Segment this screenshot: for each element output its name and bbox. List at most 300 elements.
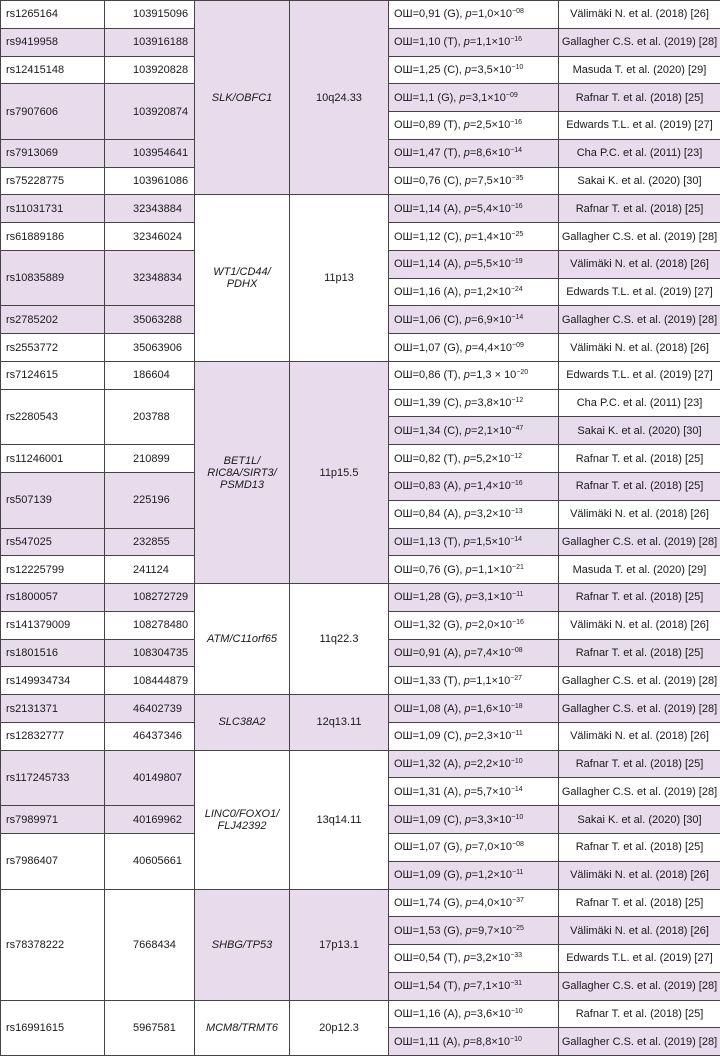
- p-value-exponent: −27: [510, 675, 522, 682]
- gene-cell: ATM/C11orf65: [195, 584, 290, 695]
- odds-ratio-text: ОШ=1,39 (C),: [394, 397, 465, 409]
- p-label: p: [466, 925, 472, 937]
- p-label: p: [465, 397, 471, 409]
- p-value-exponent: −14: [511, 314, 523, 321]
- p-label: p: [459, 92, 465, 104]
- odds-ratio-text: ОШ=1,14 (A),: [394, 203, 464, 215]
- gene-cell: LINC0/FOXO1/ FLJ42392: [195, 750, 290, 889]
- p-value-base: =5,4×10: [470, 203, 510, 215]
- p-label: p: [464, 647, 470, 659]
- p-label: p: [466, 841, 472, 853]
- reference-cell: Välimäki N. et al. (2018) [26]: [559, 611, 720, 639]
- p-value-exponent: −21: [512, 564, 524, 571]
- odds-ratio-cell: [389, 945, 559, 973]
- reference-cell: Edwards T.L. et al. (2019) [27]: [559, 278, 720, 306]
- p-value-exponent: −47: [511, 425, 523, 432]
- p-value-base: =4,4×10: [472, 342, 512, 354]
- p-value-base: =2,1×10: [471, 425, 511, 437]
- p-value-exponent: −37: [512, 897, 524, 904]
- position-cell: 35063906: [105, 334, 195, 362]
- snp-id-cell: rs2553772: [1, 334, 105, 362]
- p-value-base: =2,0×10: [472, 619, 512, 631]
- position-cell: 103920828: [105, 56, 195, 84]
- odds-ratio-text: ОШ=1,31 (A),: [394, 786, 464, 798]
- snp-id-cell: rs1801516: [1, 639, 105, 667]
- p-value-base: =6,9×10: [471, 314, 511, 326]
- odds-ratio-cell: [389, 695, 559, 723]
- reference-cell: Välimäki N. et al. (2018) [26]: [559, 250, 720, 278]
- reference-cell: Rafnar T. et al. (2018) [25]: [559, 750, 720, 778]
- snp-id-cell: rs2131371: [1, 695, 105, 723]
- p-value-base: =3,1×10: [466, 92, 506, 104]
- snp-id-cell: rs547025: [1, 528, 105, 556]
- odds-ratio-cell: [389, 361, 559, 389]
- p-value-exponent: −12: [511, 397, 523, 404]
- snp-id-cell: rs7913069: [1, 139, 105, 167]
- odds-ratio-cell: [389, 639, 559, 667]
- odds-ratio-text: ОШ=1,13 (T),: [394, 536, 464, 548]
- p-value-base: =3,8×10: [471, 397, 511, 409]
- odds-ratio-text: ОШ=1,53 (G),: [394, 925, 466, 937]
- p-value-exponent: −18: [511, 703, 523, 710]
- odds-ratio-cell: [389, 611, 559, 639]
- odds-ratio-cell: [389, 500, 559, 528]
- table-body: [1, 1, 720, 1056]
- table-row: [1, 361, 720, 389]
- position-cell: 40149807: [105, 750, 195, 806]
- reference-cell: Välimäki N. et al. (2018) [26]: [559, 1, 720, 29]
- p-label: p: [464, 203, 470, 215]
- snp-id-cell: rs2280543: [1, 389, 105, 445]
- p-value-base: =1,1×10: [472, 564, 512, 576]
- locus-cell: 17p13.1: [290, 889, 389, 1000]
- odds-ratio-cell: [389, 473, 559, 501]
- snp-id-cell: rs9419958: [1, 28, 105, 56]
- odds-ratio-cell: [389, 778, 559, 806]
- odds-ratio-text: ОШ=1,09 (G),: [394, 869, 466, 881]
- p-value-base: =1,2×10: [470, 286, 510, 298]
- reference-cell: Rafnar T. et al. (2018) [25]: [559, 584, 720, 612]
- p-value-base: =7,0×10: [472, 841, 512, 853]
- p-value-base: =3,5×10: [471, 64, 511, 76]
- p-label: p: [465, 814, 471, 826]
- snp-id-cell: rs1800057: [1, 584, 105, 612]
- position-cell: 103916188: [105, 28, 195, 56]
- reference-cell: Sakai K. et al. (2020) [30]: [559, 806, 720, 834]
- odds-ratio-text: ОШ=1,07 (G),: [394, 342, 466, 354]
- odds-ratio-text: ОШ=1,07 (G),: [394, 841, 466, 853]
- p-value-exponent: −11: [512, 869, 523, 876]
- locus-cell: 12q13.11: [290, 695, 389, 751]
- odds-ratio-cell: [389, 584, 559, 612]
- odds-ratio-cell: [389, 112, 559, 140]
- snp-id-cell: rs10835889: [1, 250, 105, 306]
- reference-cell: Gallagher C.S. et al. (2019) [28]: [559, 695, 720, 723]
- p-value-exponent: −16: [510, 119, 522, 126]
- odds-ratio-cell: [389, 889, 559, 917]
- position-cell: 241124: [105, 556, 195, 584]
- odds-ratio-text: ОШ=1,16 (A),: [394, 1008, 464, 1020]
- p-value-base: =5,2×10: [470, 453, 510, 465]
- position-cell: 32343884: [105, 195, 195, 223]
- p-value-exponent: −13: [511, 508, 523, 515]
- snp-id-cell: rs141379009: [1, 611, 105, 639]
- position-cell: 46437346: [105, 722, 195, 750]
- odds-ratio-text: ОШ=1,47 (T),: [394, 147, 464, 159]
- p-value-base: =3,6×10: [470, 1008, 510, 1020]
- p-value-base: =5,7×10: [470, 786, 510, 798]
- position-cell: 108272729: [105, 584, 195, 612]
- odds-ratio-text: ОШ=0,54 (T),: [394, 952, 464, 964]
- position-cell: 210899: [105, 445, 195, 473]
- p-label: p: [464, 508, 470, 520]
- p-value-exponent: −33: [510, 952, 522, 959]
- p-label: p: [466, 619, 472, 631]
- p-value-exponent: −16: [511, 203, 523, 210]
- p-label: p: [464, 480, 470, 492]
- p-value-exponent: −08: [511, 647, 523, 654]
- reference-cell: Gallagher C.S. et al. (2019) [28]: [559, 778, 720, 806]
- reference-cell: Välimäki N. et al. (2018) [26]: [559, 334, 720, 362]
- reference-cell: Välimäki N. et al. (2018) [26]: [559, 917, 720, 945]
- odds-ratio-cell: [389, 722, 559, 750]
- reference-cell: Gallagher C.S. et al. (2019) [28]: [559, 972, 720, 1000]
- reference-cell: Rafnar T. et al. (2018) [25]: [559, 889, 720, 917]
- gene-cell: MCM8/TRMT6: [195, 1000, 290, 1056]
- snp-id-cell: rs61889186: [1, 223, 105, 251]
- odds-ratio-cell: [389, 1000, 559, 1028]
- locus-cell: 11q22.3: [290, 584, 389, 695]
- table-row: [1, 1000, 720, 1028]
- odds-ratio-cell: [389, 972, 559, 1000]
- snp-id-cell: rs149934734: [1, 667, 105, 695]
- p-value-base: =8,6×10: [470, 147, 510, 159]
- p-value-base: =1,6×10: [470, 703, 510, 715]
- odds-ratio-text: ОШ=1,33 (T),: [394, 675, 464, 687]
- position-cell: 103954641: [105, 139, 195, 167]
- gene-cell: SHBG/TP53: [195, 889, 290, 1000]
- reference-cell: Rafnar T. et al. (2018) [25]: [559, 195, 720, 223]
- p-label: p: [464, 286, 470, 298]
- p-label: p: [464, 258, 470, 270]
- odds-ratio-text: ОШ=1,16 (A),: [394, 286, 464, 298]
- odds-ratio-cell: [389, 278, 559, 306]
- odds-ratio-cell: [389, 56, 559, 84]
- position-cell: 32348834: [105, 250, 195, 306]
- table-row: [1, 584, 720, 612]
- position-cell: 225196: [105, 473, 195, 529]
- gene-cell: SLK/OBFC1: [195, 1, 290, 195]
- odds-ratio-text: ОШ=1,54 (T),: [394, 980, 464, 992]
- table-row: [1, 750, 720, 778]
- p-label: p: [466, 342, 472, 354]
- snp-id-cell: rs1265164: [1, 1, 105, 29]
- p-value-exponent: −11: [511, 730, 522, 737]
- p-label: p: [464, 369, 470, 381]
- odds-ratio-text: ОШ=1,34 (C),: [394, 425, 465, 437]
- odds-ratio-text: ОШ=1,32 (A),: [394, 758, 464, 770]
- odds-ratio-cell: [389, 84, 559, 112]
- reference-cell: Sakai K. et al. (2020) [30]: [559, 417, 720, 445]
- position-cell: 5967581: [105, 1000, 195, 1056]
- position-cell: 108278480: [105, 611, 195, 639]
- snp-id-cell: rs7986407: [1, 833, 105, 889]
- odds-ratio-text: ОШ=0,86 (T),: [394, 369, 464, 381]
- p-value-exponent: −16: [512, 619, 524, 626]
- reference-cell: Sakai K. et al. (2020) [30]: [559, 167, 720, 195]
- odds-ratio-cell: [389, 223, 559, 251]
- gene-cell: WT1/CD44/ PDHX: [195, 195, 290, 362]
- p-value-exponent: −10: [511, 814, 523, 821]
- snp-id-cell: rs12225799: [1, 556, 105, 584]
- gene-cell: BET1L/ RIC8A/SIRT3/ PSMD13: [195, 361, 290, 583]
- odds-ratio-text: ОШ=1,08 (A),: [394, 703, 464, 715]
- reference-cell: Välimäki N. et al. (2018) [26]: [559, 500, 720, 528]
- p-label: p: [464, 147, 470, 159]
- reference-cell: Gallagher C.S. et al. (2019) [28]: [559, 28, 720, 56]
- p-value-exponent: −25: [512, 925, 524, 932]
- p-value-base: =2,3×10: [471, 730, 511, 742]
- p-value-base: =3,2×10: [470, 952, 510, 964]
- p-label: p: [465, 314, 471, 326]
- odds-ratio-text: ОШ=0,84 (A),: [394, 508, 464, 520]
- position-cell: 108444879: [105, 667, 195, 695]
- reference-cell: Rafnar T. et al. (2018) [25]: [559, 473, 720, 501]
- p-label: p: [464, 703, 470, 715]
- snp-id-cell: rs12415148: [1, 56, 105, 84]
- odds-ratio-text: ОШ=0,83 (A),: [394, 480, 464, 492]
- position-cell: 32346024: [105, 223, 195, 251]
- p-value-exponent: −16: [511, 480, 523, 487]
- odds-ratio-cell: [389, 250, 559, 278]
- reference-cell: Rafnar T. et al. (2018) [25]: [559, 639, 720, 667]
- p-value-exponent: −14: [511, 786, 523, 793]
- p-label: p: [464, 758, 470, 770]
- p-label: p: [465, 425, 471, 437]
- p-value-base: =1,3 × 10: [470, 369, 517, 381]
- p-value-base: =3,3×10: [471, 814, 511, 826]
- p-value-exponent: −14: [510, 147, 522, 154]
- position-cell: 40169962: [105, 806, 195, 834]
- p-value-base: =7,4×10: [470, 647, 510, 659]
- p-value-base: =2,5×10: [470, 119, 510, 131]
- p-value-base: =1,0×10: [472, 8, 512, 20]
- p-label: p: [464, 675, 470, 687]
- snp-id-cell: rs7907606: [1, 84, 105, 140]
- p-value-base: =9,7×10: [472, 925, 512, 937]
- odds-ratio-cell: [389, 28, 559, 56]
- reference-cell: Rafnar T. et al. (2018) [25]: [559, 84, 720, 112]
- p-value-base: =1,4×10: [470, 480, 510, 492]
- reference-cell: Välimäki N. et al. (2018) [26]: [559, 722, 720, 750]
- p-value-base: =3,2×10: [470, 508, 510, 520]
- p-value-exponent: −20: [516, 369, 528, 376]
- odds-ratio-cell: [389, 167, 559, 195]
- odds-ratio-text: ОШ=1,10 (T),: [394, 36, 464, 48]
- position-cell: 7668434: [105, 889, 195, 1000]
- p-label: p: [464, 119, 470, 131]
- odds-ratio-cell: [389, 861, 559, 889]
- odds-ratio-text: ОШ=0,91 (A),: [394, 647, 464, 659]
- p-value-base: =2,2×10: [470, 758, 510, 770]
- reference-cell: Gallagher C.S. et al. (2019) [28]: [559, 223, 720, 251]
- p-label: p: [466, 869, 472, 881]
- snp-id-cell: rs78378222: [1, 889, 105, 1000]
- table-row: [1, 889, 720, 917]
- reference-cell: Edwards T.L. et al. (2019) [27]: [559, 945, 720, 973]
- reference-cell: Rafnar T. et al. (2018) [25]: [559, 833, 720, 861]
- odds-ratio-text: ОШ=1,25 (C),: [394, 64, 465, 76]
- odds-ratio-text: ОШ=1,11 (A),: [394, 1036, 464, 1048]
- p-label: p: [466, 591, 472, 603]
- reference-cell: Cha P.C. et al. (2011) [23]: [559, 139, 720, 167]
- p-label: p: [465, 730, 471, 742]
- locus-cell: 13q14.11: [290, 750, 389, 889]
- odds-ratio-text: ОШ=1,32 (G),: [394, 619, 466, 631]
- odds-ratio-text: ОШ=1,14 (A),: [394, 258, 464, 270]
- odds-ratio-cell: [389, 334, 559, 362]
- reference-cell: Gallagher C.S. et al. (2019) [28]: [559, 528, 720, 556]
- locus-cell: 10q24.33: [290, 1, 389, 195]
- p-label: p: [464, 952, 470, 964]
- reference-cell: Välimäki N. et al. (2018) [26]: [559, 861, 720, 889]
- snp-id-cell: rs75228775: [1, 167, 105, 195]
- snp-id-cell: rs7989971: [1, 806, 105, 834]
- odds-ratio-cell: [389, 806, 559, 834]
- snp-id-cell: rs2785202: [1, 306, 105, 334]
- p-value-base: =1,2×10: [472, 869, 512, 881]
- p-value-base: =1,1×10: [470, 36, 510, 48]
- locus-cell: 11p15.5: [290, 361, 389, 583]
- p-label: p: [464, 786, 470, 798]
- reference-cell: Masuda T. et al. (2020) [29]: [559, 56, 720, 84]
- p-value-exponent: −10: [511, 64, 523, 71]
- odds-ratio-cell: [389, 528, 559, 556]
- locus-cell: 11p13: [290, 195, 389, 362]
- odds-ratio-text: ОШ=0,76 (C),: [394, 175, 465, 187]
- reference-cell: Rafnar T. et al. (2018) [25]: [559, 1000, 720, 1028]
- odds-ratio-text: ОШ=1,74 (G),: [394, 897, 466, 909]
- p-label: p: [466, 564, 472, 576]
- reference-cell: Gallagher C.S. et al. (2019) [28]: [559, 1028, 720, 1056]
- odds-ratio-text: ОШ=0,82 (T),: [394, 453, 464, 465]
- p-value-base: =7,1×10: [470, 980, 510, 992]
- odds-ratio-cell: [389, 306, 559, 334]
- p-value-base: =1,1×10: [470, 675, 510, 687]
- odds-ratio-text: ОШ=0,91 (G),: [394, 8, 466, 20]
- locus-cell: 20p12.3: [290, 1000, 389, 1056]
- position-cell: 232855: [105, 528, 195, 556]
- p-value-exponent: −09: [506, 92, 518, 99]
- reference-cell: Gallagher C.S. et al. (2019) [28]: [559, 306, 720, 334]
- p-value-exponent: −10: [511, 758, 523, 765]
- p-label: p: [464, 1036, 470, 1048]
- position-cell: 35063288: [105, 306, 195, 334]
- odds-ratio-text: ОШ=1,12 (C),: [394, 231, 465, 243]
- odds-ratio-text: ОШ=1,06 (C),: [394, 314, 465, 326]
- p-value-exponent: −08: [512, 841, 524, 848]
- table-row: [1, 195, 720, 223]
- odds-ratio-text: ОШ=1,28 (G),: [394, 591, 466, 603]
- snp-id-cell: rs507139: [1, 473, 105, 529]
- odds-ratio-text: ОШ=1,1 (G),: [394, 92, 459, 104]
- table-row: [1, 695, 720, 723]
- snp-id-cell: rs11031731: [1, 195, 105, 223]
- position-cell: 203788: [105, 389, 195, 445]
- p-label: p: [464, 36, 470, 48]
- reference-cell: Masuda T. et al. (2020) [29]: [559, 556, 720, 584]
- snp-id-cell: rs12832777: [1, 722, 105, 750]
- p-label: p: [464, 536, 470, 548]
- odds-ratio-cell: [389, 1, 559, 29]
- p-value-exponent: −10: [511, 1008, 523, 1015]
- p-value-base: =1,5×10: [470, 536, 510, 548]
- p-label: p: [464, 980, 470, 992]
- p-value-base: =1,4×10: [471, 231, 511, 243]
- odds-ratio-cell: [389, 750, 559, 778]
- odds-ratio-cell: [389, 917, 559, 945]
- reference-cell: Rafnar T. et al. (2018) [25]: [559, 445, 720, 473]
- p-value-base: =7,5×10: [471, 175, 511, 187]
- position-cell: 103961086: [105, 167, 195, 195]
- odds-ratio-text: ОШ=1,09 (C),: [394, 730, 465, 742]
- p-value-base: =3,1×10: [472, 591, 512, 603]
- odds-ratio-cell: [389, 667, 559, 695]
- p-label: p: [465, 64, 471, 76]
- odds-ratio-cell: [389, 445, 559, 473]
- odds-ratio-text: ОШ=0,76 (G),: [394, 564, 466, 576]
- p-value-exponent: −10: [510, 1036, 522, 1043]
- position-cell: 46402739: [105, 695, 195, 723]
- reference-cell: Cha P.C. et al. (2011) [23]: [559, 389, 720, 417]
- p-label: p: [464, 1008, 470, 1020]
- p-label: p: [466, 8, 472, 20]
- reference-cell: Edwards T.L. et al. (2019) [27]: [559, 112, 720, 140]
- position-cell: 103915096: [105, 1, 195, 29]
- odds-ratio-cell: [389, 389, 559, 417]
- p-label: p: [466, 897, 472, 909]
- odds-ratio-text: ОШ=0,89 (T),: [394, 119, 464, 131]
- p-label: p: [465, 231, 471, 243]
- p-value-exponent: −08: [512, 8, 524, 15]
- p-value-exponent: −16: [510, 36, 522, 43]
- snp-id-cell: rs16991615: [1, 1000, 105, 1056]
- position-cell: 108304735: [105, 639, 195, 667]
- gene-cell: SLC38A2: [195, 695, 290, 751]
- p-value-exponent: −11: [512, 591, 523, 598]
- p-value-exponent: −12: [510, 453, 522, 460]
- p-value-exponent: −35: [511, 175, 523, 182]
- odds-ratio-text: ОШ=1,09 (C),: [394, 814, 465, 826]
- p-value-base: =8,8×10: [470, 1036, 510, 1048]
- p-value-exponent: −19: [511, 258, 523, 265]
- p-label: p: [465, 175, 471, 187]
- snp-id-cell: rs117245733: [1, 750, 105, 806]
- odds-ratio-cell: [389, 417, 559, 445]
- p-value-exponent: −24: [511, 286, 523, 293]
- p-value-base: =4,0×10: [472, 897, 512, 909]
- odds-ratio-cell: [389, 1028, 559, 1056]
- odds-ratio-cell: [389, 556, 559, 584]
- table-row: [1, 1, 720, 29]
- odds-ratio-cell: [389, 195, 559, 223]
- reference-cell: Gallagher C.S. et al. (2019) [28]: [559, 667, 720, 695]
- p-value-exponent: −14: [510, 536, 522, 543]
- odds-ratio-cell: [389, 833, 559, 861]
- p-value-exponent: −31: [510, 980, 522, 987]
- p-value-exponent: −25: [511, 231, 523, 238]
- position-cell: 186604: [105, 361, 195, 389]
